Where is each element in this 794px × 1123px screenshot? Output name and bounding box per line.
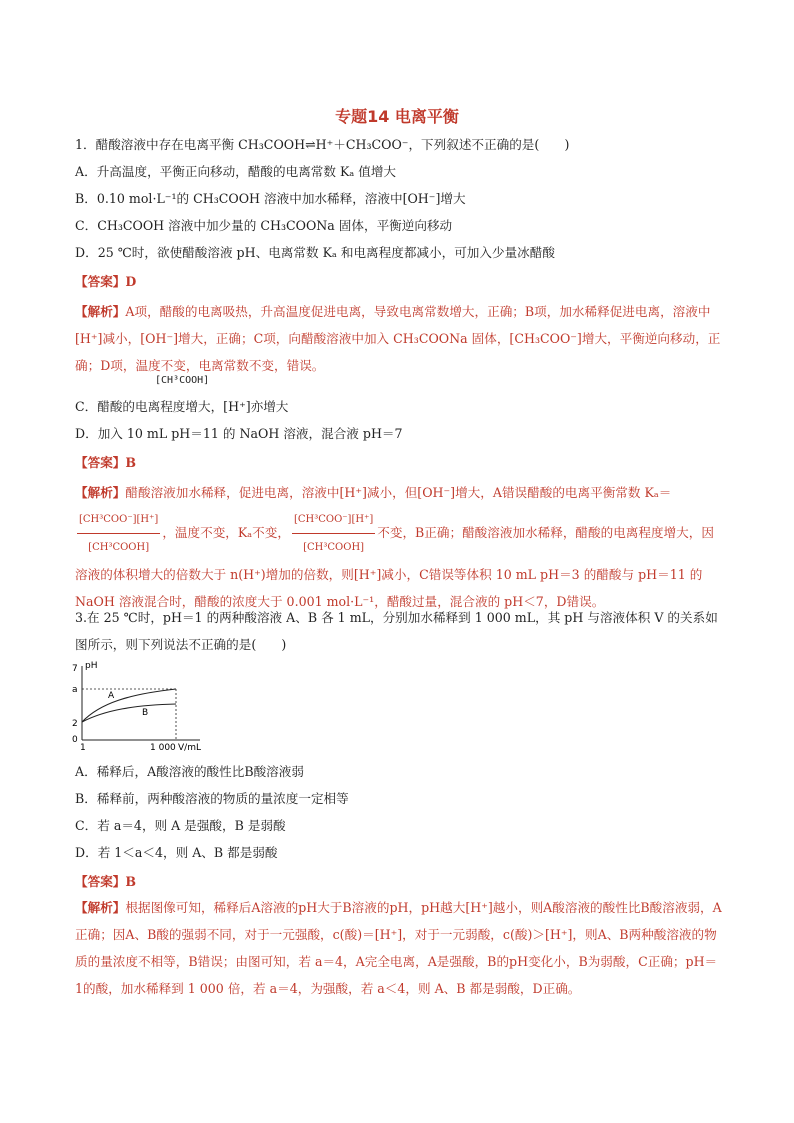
q2-analysis-text-2: ，温度不变，Kₐ不变，	[162, 525, 290, 540]
q2-analysis	[75, 479, 725, 615]
q2-fraction-1-denominator: [CH³COOH]	[88, 542, 150, 553]
q2-fragment: [CH³COOH]	[155, 375, 210, 386]
q2-fraction-2	[292, 506, 375, 561]
series-a-label: A	[108, 691, 115, 701]
series-b-label: B	[142, 708, 149, 718]
q2-fraction-1-numerator: [CH³COO⁻][H⁺]	[77, 506, 160, 534]
chart-ytick-2: 2	[72, 719, 78, 729]
q1-stem: 1．醋酸溶液中存在电离平衡 CH₃COOH⇌H⁺＋CH₃COO⁻，下列叙述不正确的是( )	[75, 137, 570, 152]
q1-option-a: A．升高温度，平衡正向移动，醋酸的电离常数 Kₐ 值增大	[75, 164, 397, 179]
q2-option-c: C．醋酸的电离程度增大，[H⁺]亦增大	[75, 399, 289, 414]
q1-analysis	[75, 298, 725, 379]
q3-analysis-tag: 【解析】	[75, 900, 126, 915]
q3-analysis-text: 根据图像可知，稀释后A溶液的pH大于B溶液的pH，pH越大[H⁺]越小，则A酸溶液的酸性比B酸溶液弱，A正确；因A、B酸的强弱不同，对于一元强酸，c(酸)＝[H⁺]，对于一元弱酸，c(酸)＞[H⁺]，则A、B两种酸溶液的物质的量浓度不相等，B错误；由图可知，若 a＝4，A完全电离，A是强酸，B的pH变化小，B为弱酸，C正确；pH＝1的酸，加水稀释到 1 000 倍，若 a＝4，为强酸，若 a＜4，则 A、B 都是弱酸，D正确。	[75, 900, 722, 996]
chart-xtick-1: 1	[80, 743, 86, 753]
chart-xtick-1000: 1 000	[150, 743, 176, 753]
q3-option-a: A．稀释后，A酸溶液的酸性比B酸溶液弱	[75, 764, 304, 779]
ph-volume-chart	[70, 658, 220, 753]
q1-option-d: D．25 ℃时，欲使醋酸溶液 pH、电离常数 Kₐ 和电离程度都减小，可加入少量冰醋酸	[75, 245, 555, 260]
chart-ytick-7: 7	[72, 664, 78, 674]
q1-answer: 【答案】D	[75, 274, 137, 289]
q1-analysis-tag: 【解析】	[75, 304, 126, 319]
q1-option-c: C．CH₃COOH 溶液中加少量的 CH₃COONa 固体，平衡逆向移动	[75, 218, 453, 233]
series-b-line	[82, 704, 176, 722]
q2-answer: 【答案】B	[75, 455, 137, 470]
q1-analysis-text: A项，醋酸的电离吸热，升高温度促进电离，导致电离常数增大，正确；B项，加水稀释促进电离，溶液中[H⁺]减小，[OH⁻]增大，正确；C项，向醋酸溶液中加入 CH₃COONa 固体，[CH₃COO⁻]增大，平衡逆向移动，正确；D项，温度不变，电离常数不变，错误。	[75, 304, 721, 373]
chart-ytick-0: 0	[72, 735, 78, 745]
q3-analysis	[75, 894, 725, 1002]
q2-analysis-text-3: 不变，B正确；醋酸溶液加水稀释，醋酸的电离程度增大，因溶液的体积增大的倍数大于 n(H⁺)增加的倍数，则[H⁺]减小，C错误等体积 10 mL pH＝3 的醋酸与 pH＝11 的 NaOH 溶液混合时，醋酸的浓度大于 0.001 mol·L⁻¹，醋酸过量，混合液的 pH＜7，D错误。	[75, 525, 714, 609]
q2-analysis-text-1: 醋酸溶液加水稀释，促进电离，溶液中[H⁺]减小，但[OH⁻]增大，A错误醋酸的电离平衡常数 Kₐ＝	[125, 485, 672, 500]
q1-option-b: B．0.10 mol·L⁻¹的 CH₃COOH 溶液中加水稀释，溶液中[OH⁻]增大	[75, 191, 466, 206]
q3-stem: 3.在 25 ℃时，pH＝1 的两种酸溶液 A、B 各 1 mL，分别加水稀释到 1 000 mL，其 pH 与溶液体积 V 的关系如图所示，则下列说法不正确的是( )	[75, 610, 718, 652]
q2-fraction-1	[77, 506, 160, 561]
chart-xlabel: V/mL	[178, 743, 201, 753]
q3-option-c: C．若 a＝4，则 A 是强酸，B 是弱酸	[75, 818, 286, 833]
q3-answer: 【答案】B	[75, 874, 137, 889]
q2-analysis-tag: 【解析】	[75, 485, 126, 500]
chart-ylabel: pH	[85, 661, 98, 671]
q2-option-d: D．加入 10 mL pH＝11 的 NaOH 溶液，混合液 pH＝7	[75, 426, 403, 441]
series-a-line	[82, 689, 176, 722]
page-title: 专题14 电离平衡	[335, 107, 459, 126]
q3-option-b: B．稀释前，两种酸溶液的物质的量浓度一定相等	[75, 791, 349, 806]
q2-fraction-2-denominator: [CH³COOH]	[303, 542, 365, 553]
chart-ytick-a: a	[72, 685, 78, 695]
q3-option-d: D．若 1＜a＜4，则 A、B 都是弱酸	[75, 845, 278, 860]
q2-fraction-2-numerator: [CH³COO⁻][H⁺]	[292, 506, 375, 534]
